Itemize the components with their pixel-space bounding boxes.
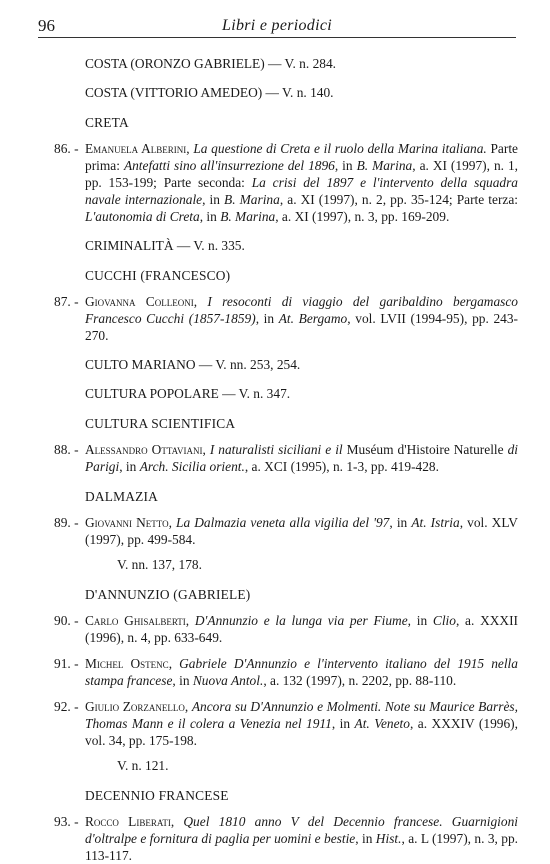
entry-title: Ancora su D'Annunzio e Molmenti. Note su Maurice Barrès, Thomas Mann e il colera a Venezia nel 1911 <box>85 699 518 731</box>
entry-title: B. Marina <box>220 209 276 224</box>
cross-reference: CULTURA POPOLARE — V. n. 347. <box>85 386 291 401</box>
entry-number: 91. - <box>54 656 79 671</box>
cross-reference: COSTA (VITTORIO AMEDEO) — V. n. 140. <box>85 85 334 100</box>
entry-text: , in <box>389 515 412 530</box>
entry-text: , in <box>334 158 357 173</box>
entry-title: Hist. <box>375 831 402 846</box>
entry-title: I resoconti di viaggio del garibaldino bergamasco Francesco Cucchi (1857-1859) <box>85 294 518 326</box>
bibliography-entry <box>54 140 519 225</box>
entry-text: , in <box>172 673 193 688</box>
entry-text: , a. L (1997), n. 3, pp. 113-117. <box>85 831 518 863</box>
entry-title: L'autonomia di Creta <box>85 209 200 224</box>
entry-title: At. Veneto <box>354 716 410 731</box>
subject-heading: CUCCHI (FRANCESCO) <box>85 268 231 283</box>
entry-text: , <box>193 294 208 309</box>
bibliography-entry <box>54 612 518 646</box>
entry-text: , a. 132 (1997), n. 2202, pp. 88-110. <box>263 673 457 688</box>
cross-reference: CULTO MARIANO — V. nn. 253, 254. <box>85 357 301 372</box>
entry-title: I naturalisti siciliani e il <box>209 442 343 457</box>
bibliography-entry <box>54 655 518 689</box>
entry-title: di Parigi <box>85 442 519 474</box>
subject-heading: D'ANNUNZIO (GABRIELE) <box>85 587 251 602</box>
entry-text: , in <box>407 613 433 628</box>
entry-number: 89. - <box>54 515 79 530</box>
subject-heading: CRETA <box>85 115 129 130</box>
entry-text: , a. XXXII (1996), n. 4, pp. 633-649. <box>85 613 518 645</box>
entry-text: , vol. XLV (1997), pp. 499-584. <box>85 515 518 547</box>
entry-text: , a. XI (1997), n. 1, pp. 153-199; Parte seconda: <box>85 158 519 190</box>
entry-author: Giovanna Colleoni <box>85 294 194 309</box>
entry-text: , <box>186 141 194 156</box>
entry-text: , in <box>331 716 355 731</box>
entry-author: Michel Ostenc <box>85 656 169 671</box>
entry-author: Giovanni Netto <box>85 515 169 530</box>
entry-text: , in <box>199 209 221 224</box>
cross-reference: V. n. 121. <box>117 758 169 773</box>
entry-author: Alessandro Ottaviani <box>85 442 203 457</box>
entry-number: 92. - <box>54 699 79 714</box>
entry-text: , a. XI (1997), n. 3, pp. 169-209. <box>275 209 450 224</box>
bibliography-entry <box>54 514 518 548</box>
entry-title: Gabriele D'Annunzio e l'intervento italiano del 1915 nella stampa francese <box>85 656 518 688</box>
bibliography-entry <box>54 293 518 344</box>
subject-heading: DECENNIO FRANCESE <box>85 788 229 803</box>
entry-text: , a. XI (1997), n. 2, pp. 35-124; Parte terza: <box>279 192 519 207</box>
subject-heading: DALMAZIA <box>85 489 159 504</box>
entry-author: Rocco Liberati <box>85 814 171 829</box>
entry-text: , a. XCI (1995), n. 1-3, pp. 419-428. <box>244 459 439 474</box>
entry-text: , <box>184 699 192 714</box>
entry-title: Arch. Sicilia orient. <box>139 459 245 474</box>
entry-title: At. Bergamo <box>278 311 348 326</box>
entry-text: , <box>185 613 195 628</box>
page-header <box>38 16 516 38</box>
entry-title: Quel 1810 anno V del Decennio francese. Guarnigioni d'oltralpe e fornitura di paglia per uomini e bestie <box>85 814 518 846</box>
entry-author: Giulio Zorzanello <box>85 699 185 714</box>
entry-text: , a. XXXIV (1996), vol. 34, pp. 175-198. <box>85 716 518 748</box>
entry-title: Nuova Antol. <box>192 673 264 688</box>
running-title: Libri e periodici <box>222 17 332 34</box>
entry-title: B. Marina <box>356 158 413 173</box>
bibliography-entry <box>54 813 518 864</box>
entry-text: , <box>170 814 184 829</box>
entry-title: La crisi del 1897 e l'intervento della squadra navale internazionale <box>85 175 519 207</box>
subject-heading: CULTURA SCIENTIFICA <box>85 416 236 431</box>
entry-author: Emanuela Alberini <box>85 141 187 156</box>
entry-text: , <box>168 515 177 530</box>
bibliography-body <box>0 55 550 864</box>
entry-title: D'Annunzio e la lunga via per Fiume <box>194 613 408 628</box>
entry-text: , <box>202 442 210 457</box>
header-rule <box>38 37 516 38</box>
entry-number: 87. - <box>54 294 79 309</box>
entry-title: B. Marina <box>224 192 280 207</box>
bibliography-entry <box>54 698 518 749</box>
entry-title: At. Istria <box>411 515 460 530</box>
entry-text: , <box>168 656 180 671</box>
entry-number: 93. - <box>54 814 79 829</box>
entry-text: , in <box>202 192 225 207</box>
entry-number: 90. - <box>54 613 79 628</box>
entry-title: La questione di Creta e il ruolo della Marina italiana. <box>193 141 487 156</box>
entry-text: , in <box>355 831 376 846</box>
entry-author: Carlo Ghisalberti <box>85 613 186 628</box>
entry-title: La Dalmazia veneta alla vigilia del '97 <box>176 515 390 530</box>
page-number: 96 <box>38 16 55 35</box>
entry-text: Muséum d'Histoire Naturelle <box>342 442 508 457</box>
entry-number: 88. - <box>54 442 79 457</box>
entry-title: Antefatti sino all'insurrezione del 1896 <box>123 158 335 173</box>
cross-reference: COSTA (ORONZO GABRIELE) — V. n. 284. <box>85 56 336 71</box>
entry-text: , in <box>255 311 279 326</box>
entry-text: Parte prima: <box>85 141 518 173</box>
entry-title: Clio <box>432 613 456 628</box>
bibliography-entry <box>54 441 519 475</box>
entry-text: , in <box>119 459 140 474</box>
entry-number: 86. - <box>54 141 79 156</box>
cross-reference: V. nn. 137, 178. <box>117 557 202 572</box>
cross-reference: CRIMINALITÀ — V. n. 335. <box>85 238 245 253</box>
entry-text: , vol. LVII (1994-95), pp. 243-270. <box>85 311 518 343</box>
